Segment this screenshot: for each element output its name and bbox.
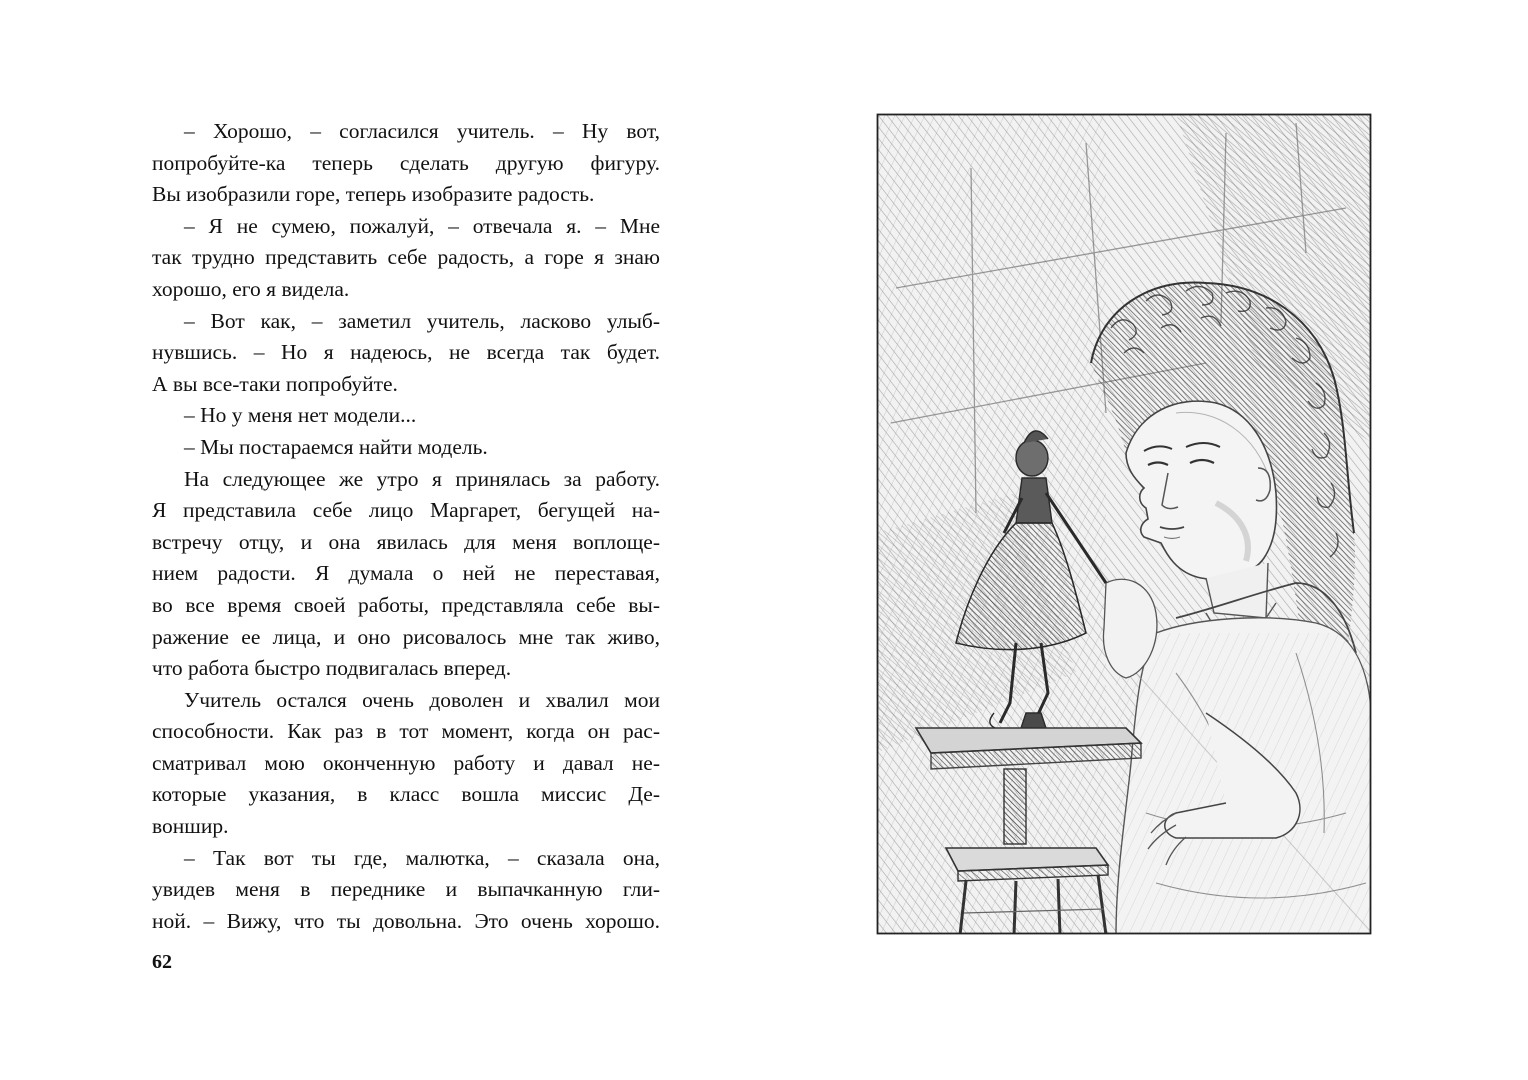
text-line: воншир. xyxy=(152,814,229,839)
text-line: нием радости. Я думала о ней не переставая, xyxy=(152,561,660,586)
text-line: хорошо, его я видела. xyxy=(152,276,350,301)
text-line: увидев меня в переднике и выпачканную гли- xyxy=(152,877,660,902)
text-line: во все время своей работы, представляла себе вы- xyxy=(152,592,660,617)
text-line: встречу отцу, и она явилась для меня воплоще- xyxy=(152,529,660,554)
text-line: – Вот как, – заметил учитель, ласково улыб- xyxy=(184,308,660,333)
text-line: А вы все-таки попробуйте. xyxy=(152,371,398,396)
text-line: – Я не сумею, пожалуй, – отвечала я. – Мне xyxy=(184,213,660,238)
text-line: попробуйте-ка теперь сделать другую фигуру. xyxy=(152,150,660,175)
text-line: что работа быстро подвигалась вперед. xyxy=(152,656,512,681)
text-line: – Но у меня нет модели... xyxy=(184,403,417,428)
book-text-column xyxy=(152,116,660,937)
text-line: ражение ее лица, и оно рисовалось мне так живо, xyxy=(152,624,660,649)
text-line: – Так вот ты где, малютка, – сказала она, xyxy=(184,845,660,870)
page-number: 62 xyxy=(152,951,172,973)
text-line: нувшись. – Но я надеюсь, не всегда так будет. xyxy=(152,340,660,365)
pencil-illustration xyxy=(876,113,1372,935)
text-line: – Мы постараемся найти модель. xyxy=(184,434,488,459)
text-line: ной. – Вижу, что ты довольна. Это очень хорошо. xyxy=(152,908,660,933)
text-line: способности. Как раз в тот момент, когда он рас- xyxy=(152,719,660,744)
text-line: Вы изобразили горе, теперь изобразите радость. xyxy=(152,182,595,207)
pencil-sketch-girl-with-figurine xyxy=(876,113,1372,935)
text-line: На следующее же утро я принялась за работу. xyxy=(184,466,660,491)
text-line: сматривал мою оконченную работу и давал не- xyxy=(152,750,660,775)
text-line: так трудно представить себе радость, а горе я знаю xyxy=(152,245,660,270)
text-line: Учитель остался очень доволен и хвалил мои xyxy=(184,687,660,712)
text-line: – Хорошо, – согласился учитель. – Ну вот, xyxy=(184,119,660,143)
text-line: Я представила себе лицо Маргарет, бегущей на- xyxy=(152,498,660,523)
text-line: которые указания, в класс вошла миссис Де- xyxy=(152,782,660,807)
